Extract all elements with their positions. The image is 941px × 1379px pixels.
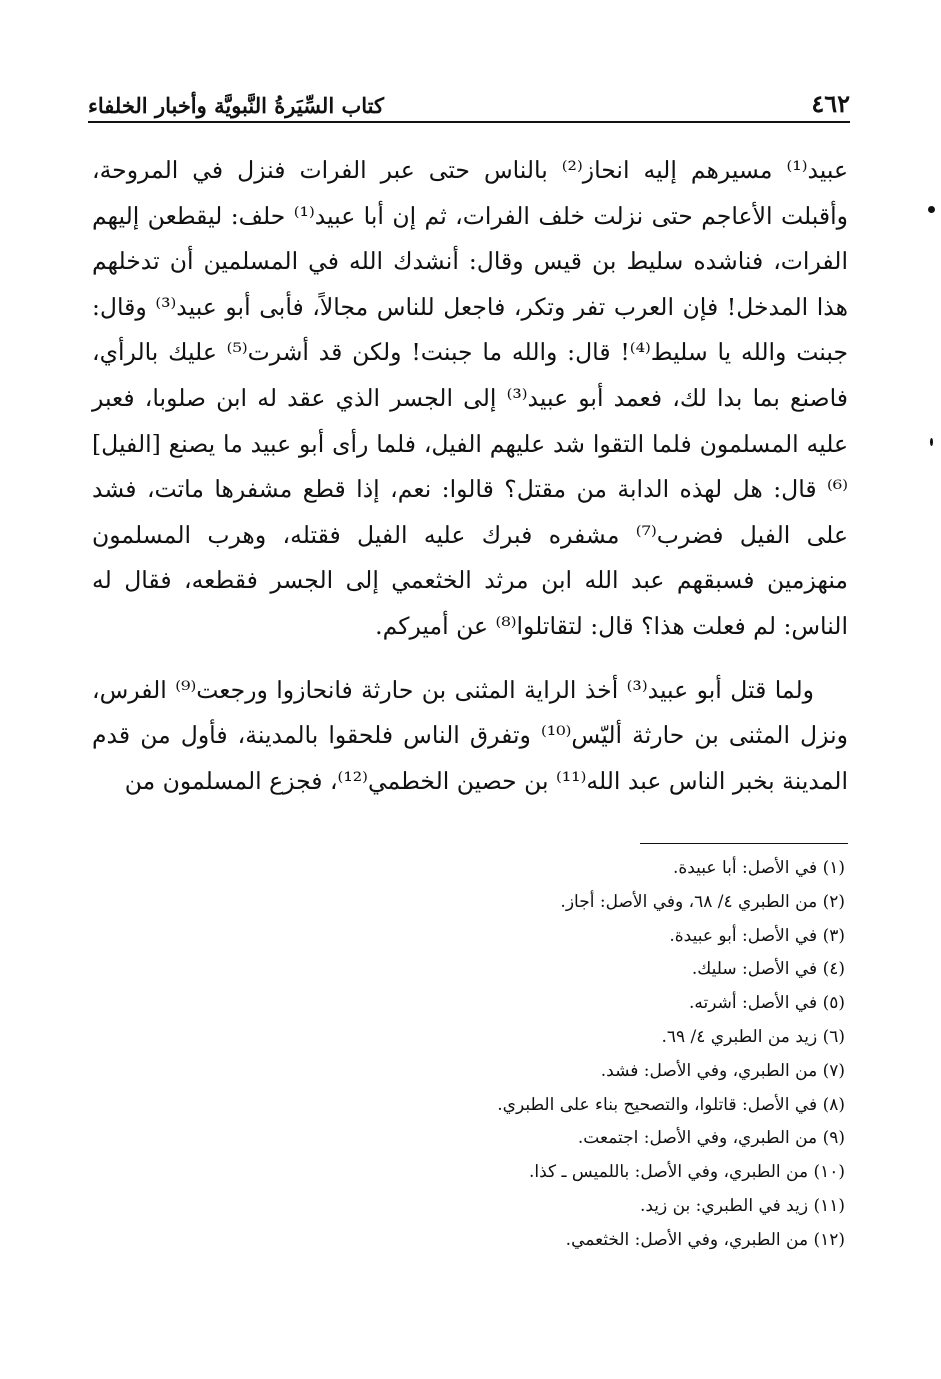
footnote-rule xyxy=(640,843,848,844)
paragraph: ولما قتل أبو عبيد⁽³⁾ أخذ الراية المثنى بن حارثة فانحازوا ورجعت⁽⁹⁾ الفرس، ونزل المثنى بن حارثة أليّس⁽¹⁰⁾ وتفرق الناس فلحقوا بالمدينة، فأول من قدم المدينة بخبر الناس عبد الله⁽¹¹⁾ بن حصين الخطمي⁽¹²⁾، فجزع المسلمون من xyxy=(92,675,848,795)
footnote: (٣) في الأصل: أبو عبيدة. xyxy=(669,925,845,946)
footnote: (٢) من الطبري ٤/ ٦٨، وفي الأصل: أجاز. xyxy=(560,891,845,912)
footnote: (١) في الأصل: أبا عبيدة. xyxy=(672,858,845,878)
paragraph: عبيد⁽¹⁾ مسيرهم إليه انحاز⁽²⁾ بالناس حتى عبر الفرات فنزل في المروحة، وأقبلت الأعاجم حتى نزلت خلف الفرات، ثم إن أبا عبيد⁽¹⁾ حلف: ليقطعن إليهم الفرات، فناشده سليط بن قيس وقال: أنشدك الله في المسلمين أن تدخلهم هذا المدخل! فإن العرب تفر وتكر، فاجعل للناس مجالاً، فأبى أبو عبيد⁽³⁾ وقال: جبنت والله يا سليط⁽⁴⁾! قال: والله ما جبنت! ولكن قد أشرت⁽⁵⁾ عليك بالرأي، فاصنع بما بدا لك، فعمد أبو عبيد⁽³⁾ إلى الجسر الذي عقد له ابن صلوبا، فعبر عليه المسلمون فلما التقوا شد عليهم الفيل، فلما رأى أبو عبيد ما يصنع [الفيل]⁽⁶⁾ قال: هل لهذه الدابة من مقتل؟ قالوا: نعم، إذا قطع مشفرها ماتت، فشد على الفيل فضرب⁽⁷⁾ مشفره فبرك عليه الفيل فقتله، وهرب المسلمون منهزمين فسبقهم عبد الله ابن مرثد الخثعمي إلى الجسر فقطعه، فقال له الناس: لم فعلت هذا؟ قال: لتقاتلوا⁽⁸⁾ عن أميركم. xyxy=(92,156,849,640)
footnote: (٤) في الأصل: سليك. xyxy=(691,959,845,980)
footnote: (١١) زيد في الطبري: بن زيد. xyxy=(639,1195,845,1216)
footnote: (٥) في الأصل: أشرته. xyxy=(689,993,845,1014)
main-text xyxy=(92,148,848,804)
footnote: (٦) زيد من الطبري ٤/ ٦٩. xyxy=(661,1026,845,1047)
page-number: ٤٦٢ xyxy=(811,89,850,118)
running-header xyxy=(88,78,850,118)
footnote: (٨) في الأصل: قاتلوا، والتصحيح بناء على الطبري. xyxy=(497,1094,845,1115)
book-title: كتاب السِّيَرةُ النَّبويَّة وأخبار الخلفاء xyxy=(88,93,384,118)
footnotes xyxy=(300,852,845,1258)
scan-speck xyxy=(930,438,933,446)
footnote: (٧) من الطبري، وفي الأصل: فشد. xyxy=(600,1060,845,1081)
header-rule xyxy=(88,121,850,123)
footnote: (١٠) من الطبري، وفي الأصل: باللميس ـ كذا. xyxy=(529,1162,845,1183)
footnote: (١٢) من الطبري، وفي الأصل: الخثعمي. xyxy=(565,1229,845,1250)
scan-speck xyxy=(928,206,935,213)
footnote: (٩) من الطبري، وفي الأصل: اجتمعت. xyxy=(577,1128,845,1149)
